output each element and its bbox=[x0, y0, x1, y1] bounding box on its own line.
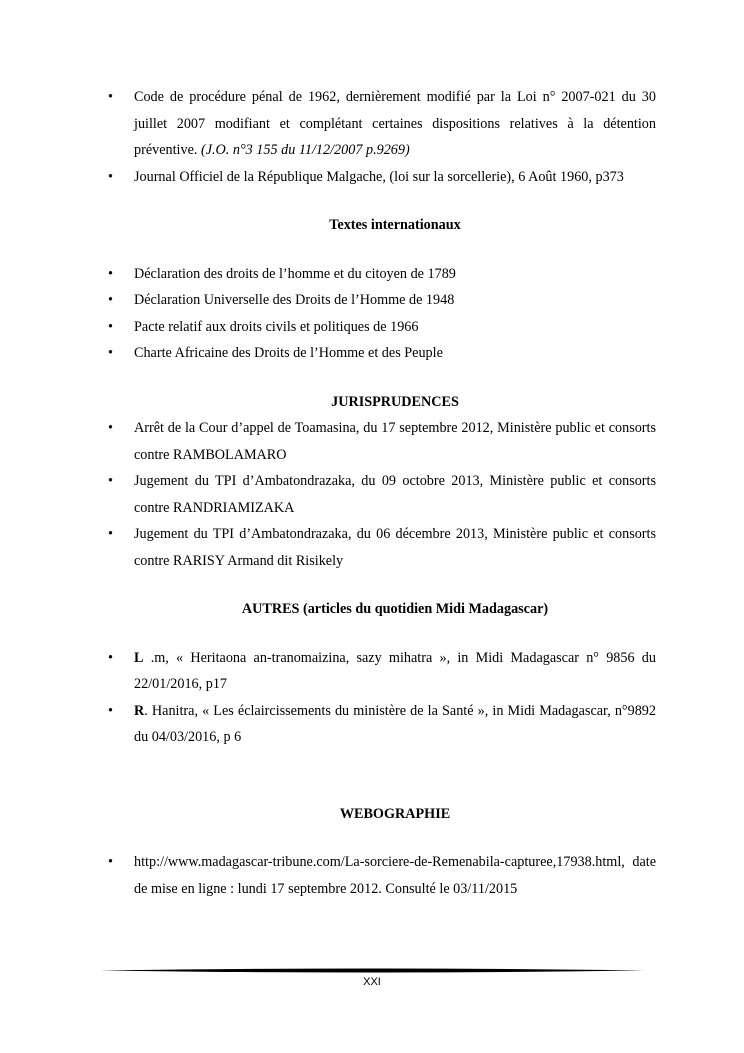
list-item bbox=[108, 415, 656, 468]
author-initial: L bbox=[134, 649, 144, 666]
list-item bbox=[108, 84, 656, 164]
item-text: Déclaration Universelle des Droits de l’Homme de 1948 bbox=[134, 292, 455, 308]
bullet-icon: • bbox=[108, 702, 113, 719]
footer-divider bbox=[100, 966, 645, 975]
list-item bbox=[108, 261, 656, 288]
section-heading-webographie: WEBOGRAPHIE bbox=[339, 805, 451, 822]
item-text: Pacte relatif aux droits civils et politiques de 1966 bbox=[134, 318, 419, 335]
item-citation: (J.O. n°3 155 du 11/12/2007 p.9269) bbox=[200, 142, 410, 158]
item-text: Déclaration des droits de l’homme et du citoyen de 1789 bbox=[134, 265, 456, 282]
list-item bbox=[108, 521, 656, 574]
bullet-icon: • bbox=[108, 526, 113, 542]
section-heading-jurisprudence: JURISPRUDENCES bbox=[331, 393, 459, 410]
list-item bbox=[108, 698, 656, 751]
bullet-icon: • bbox=[108, 318, 113, 335]
bullet-icon: • bbox=[108, 265, 113, 282]
jurisprudence-list bbox=[108, 415, 656, 574]
item-text: http://www.madagascar-tribune.com/La-sorciere-de-Remenabila-capturee,17938.html, date de mise en ligne : lundi 17 septembre 2012. Consulté le 03/11/2015 bbox=[134, 854, 656, 897]
bullet-icon: • bbox=[108, 168, 113, 185]
bullet-icon: • bbox=[108, 473, 113, 489]
bibliography-content bbox=[108, 84, 656, 902]
bullet-icon: • bbox=[108, 292, 113, 308]
webographie-list bbox=[108, 849, 656, 902]
list-item bbox=[108, 645, 656, 698]
legislation-list bbox=[108, 84, 656, 190]
bullet-icon: • bbox=[108, 854, 113, 870]
list-item bbox=[108, 849, 656, 902]
bullet-icon: • bbox=[108, 345, 113, 361]
section-heading-intl: Textes internationaux bbox=[329, 217, 461, 233]
item-text: Jugement du TPI d’Ambatondrazaka, du 06 décembre 2013, Ministère public et consorts contre RARISY Armand dit Risikely bbox=[134, 526, 656, 569]
bullet-icon: • bbox=[108, 420, 113, 436]
item-text: Journal Officiel de la République Malgache, (loi sur la sorcellerie), 6 Août 1960, p373 bbox=[134, 168, 624, 185]
intl-list bbox=[108, 261, 656, 367]
item-text: .m, « Heritaona an-tranomaizina, sazy mihatra », in Midi Madagascar n° 9856 du 22/01/2016, p17 bbox=[134, 649, 656, 692]
list-item bbox=[108, 340, 656, 367]
bullet-icon: • bbox=[108, 649, 113, 666]
item-text: . Hanitra, « Les éclaircissements du ministère de la Santé », in Midi Madagascar, n°9892 du 04/03/2016, p 6 bbox=[134, 702, 656, 745]
item-text: Charte Africaine des Droits de l’Homme et des Peuple bbox=[134, 345, 443, 361]
item-text: Arrêt de la Cour d’appel de Toamasina, du 17 septembre 2012, Ministère public et consorts contre RAMBOLAMARO bbox=[134, 420, 656, 463]
item-text: Code de procédure pénal de 1962, dernièrement modifié par la Loi n° 2007-021 du 30 juillet 2007 modifiant et complétant certaines dispositions relatives à la détention préventive. bbox=[134, 89, 656, 158]
list-item bbox=[108, 287, 656, 314]
list-item bbox=[108, 314, 656, 341]
section-heading-autres: AUTRES (articles du quotidien Midi Madagascar) bbox=[241, 601, 549, 617]
list-item bbox=[108, 164, 656, 191]
author-initial: R bbox=[134, 702, 145, 719]
item-text: Jugement du TPI d’Ambatondrazaka, du 09 octobre 2013, Ministère public et consorts contre RANDRIAMIZAKA bbox=[134, 473, 656, 516]
list-item bbox=[108, 468, 656, 521]
bullet-icon: • bbox=[108, 89, 113, 105]
page-number: XXI bbox=[363, 976, 381, 988]
autres-list bbox=[108, 645, 656, 751]
